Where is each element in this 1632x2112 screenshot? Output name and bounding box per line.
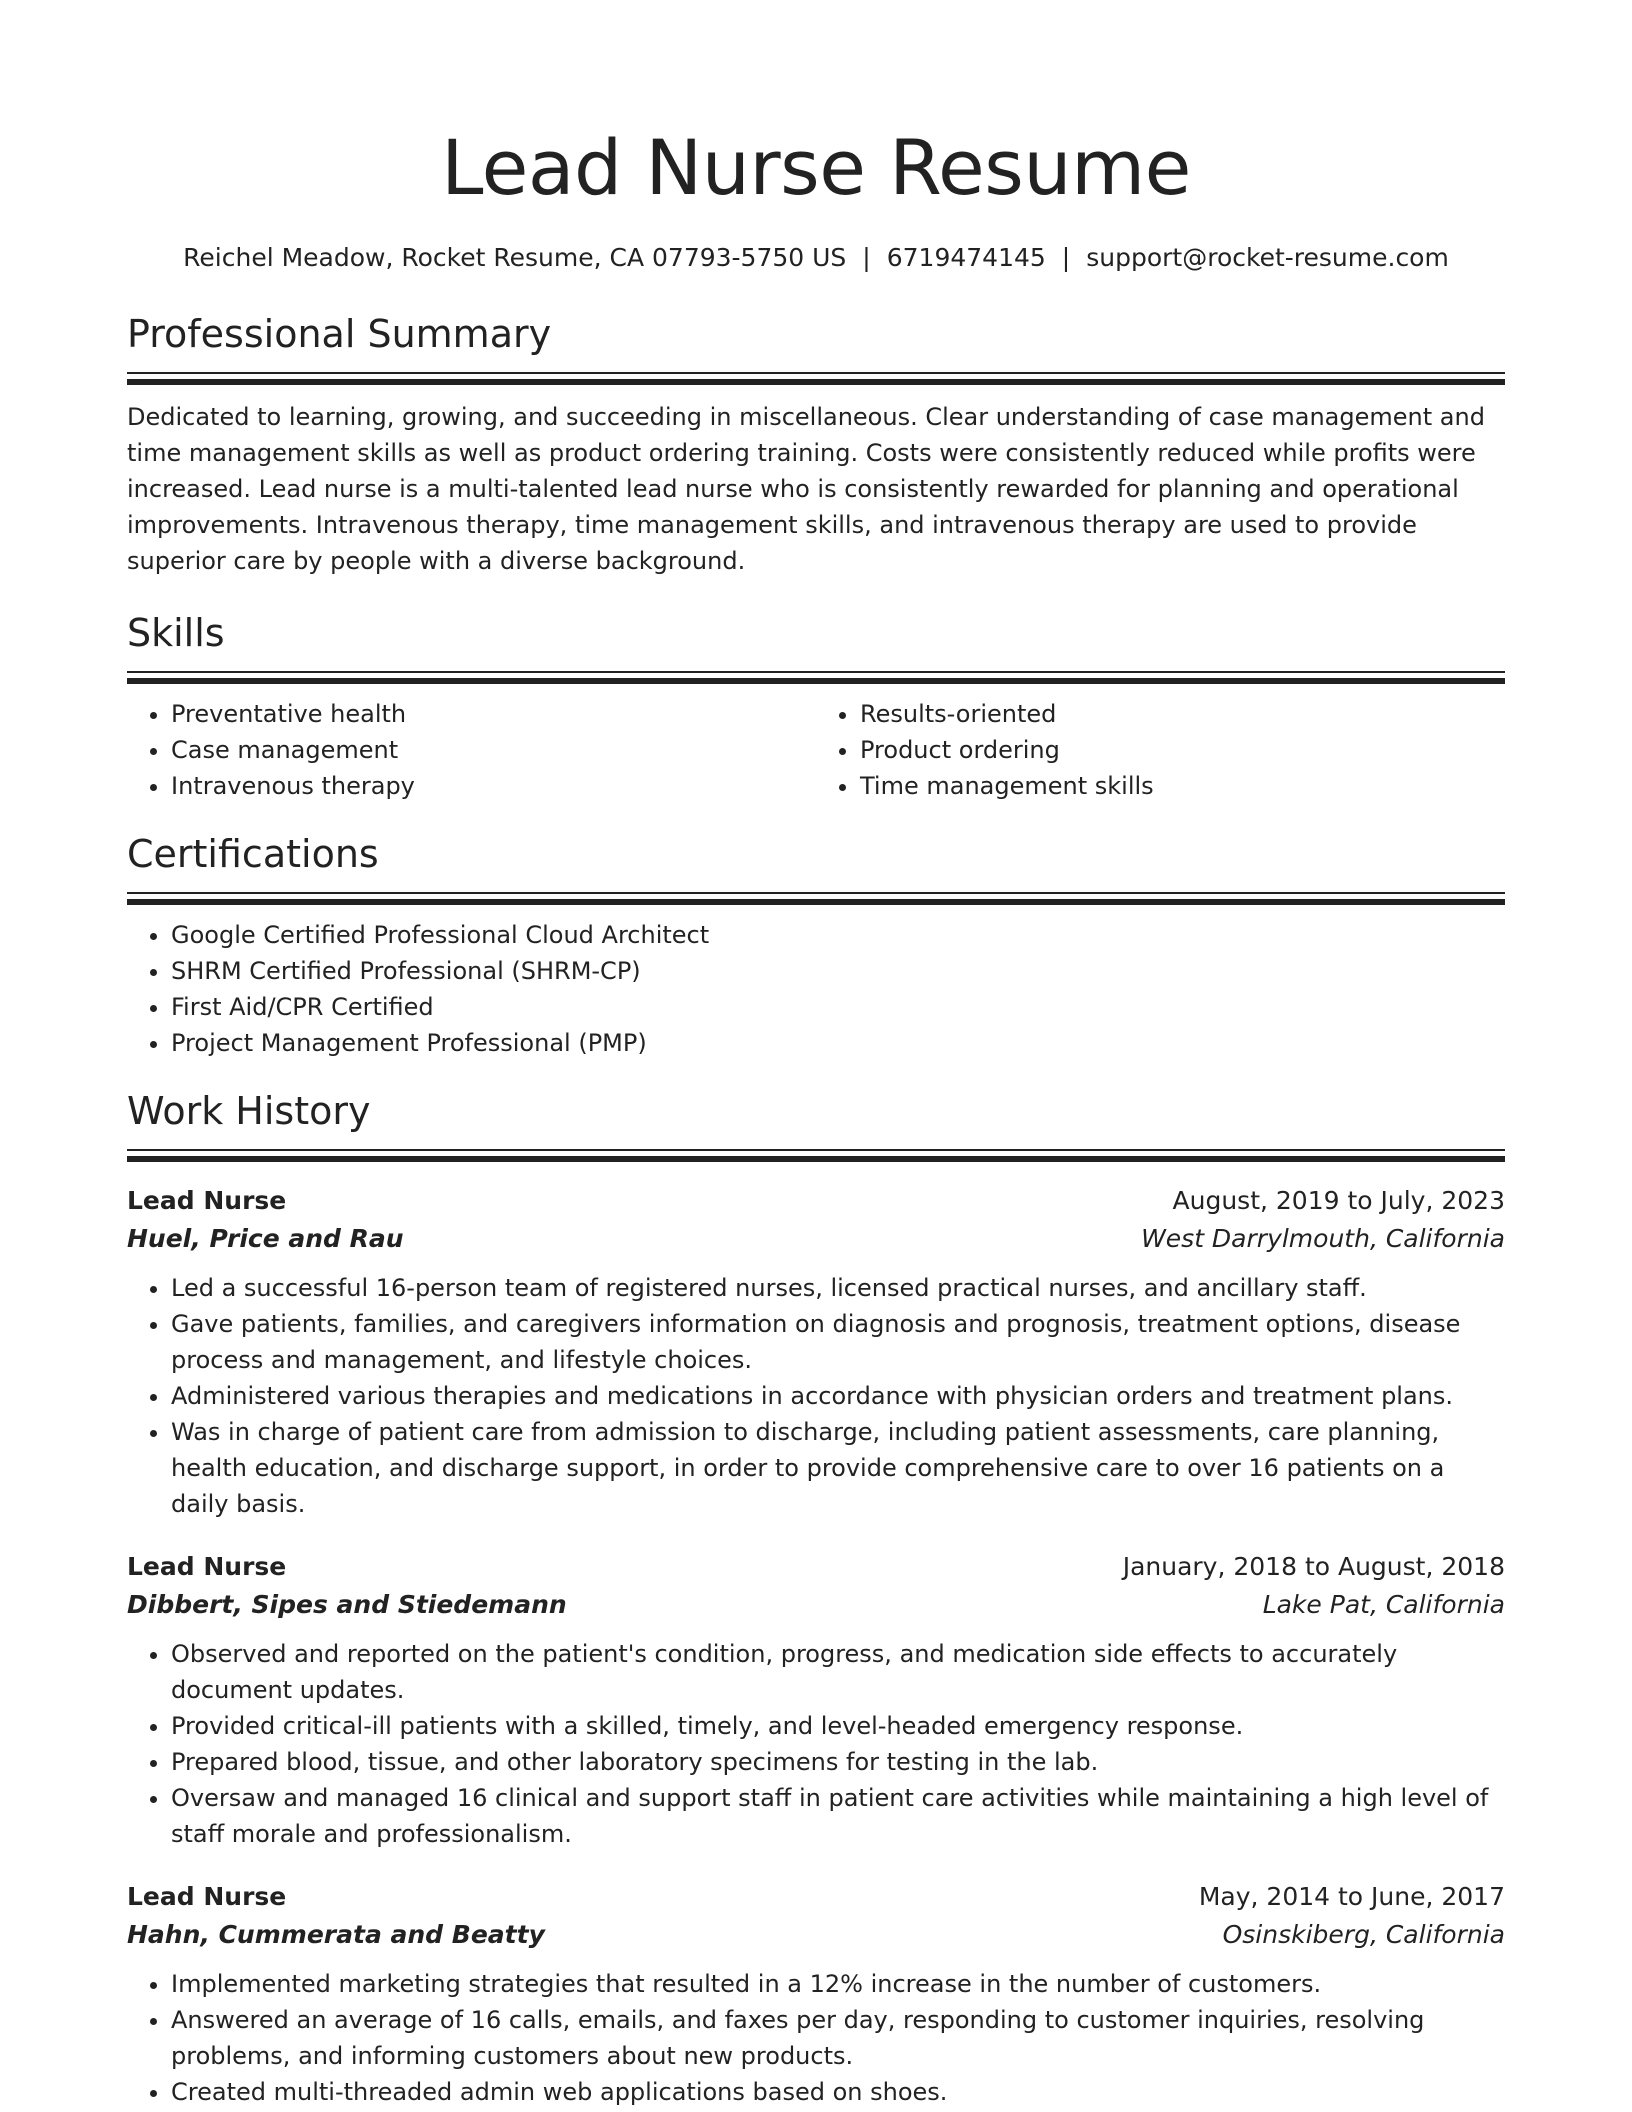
job-bullet: • Gave patients, families, and caregivers information on diagnosis and prognosis, treatment options, disease process and management, and lifestyle choices. (171, 1306, 1505, 1378)
skills-list-left (127, 696, 816, 804)
contact-address: Reichel Meadow, Rocket Resume, CA 07793-5750 US (183, 243, 847, 272)
summary-text: Dedicated to learning, growing, and succeeding in miscellaneous. Clear understanding of case management and time management skills as well as product ordering training. Costs were consistently reduced while profits were increased. Lead nurse is a multi-talented lead nurse who is consistently rewarded for planning and operational improvements. Intravenous therapy, time management skills, and intravenous therapy are used to provide superior care by people with a diverse background. (127, 403, 1485, 575)
job-bullet: • Administered various therapies and medications in accordance with physician orders and treatment plans. (171, 1378, 1505, 1414)
job-company-row (127, 1220, 1505, 1258)
job-bullet: • Implemented marketing strategies that resulted in a 12% increase in the number of customers. (171, 1966, 1505, 2002)
contact-separator: | (862, 243, 871, 272)
job-company: Huel, Price and Rau (127, 1224, 404, 1253)
job-company: Dibbert, Sipes and Stiedemann (127, 1590, 567, 1619)
contact-email: support@rocket-resume.com (1086, 243, 1449, 272)
job-header-row (127, 1548, 1505, 1586)
certification-item: • Google Certified Professional Cloud Architect (171, 917, 1505, 953)
job-entry (127, 1878, 1505, 2110)
job-title: Lead Nurse (127, 1552, 287, 1581)
job-header-row (127, 1878, 1505, 1916)
job-bullet: • Provided critical-ill patients with a skilled, timely, and level-headed emergency response. (171, 1708, 1505, 1744)
section-divider (127, 372, 1505, 385)
skills-section (127, 609, 1505, 804)
job-bullet: • Oversaw and managed 16 clinical and support staff in patient care activities while maintaining a high level of staff morale and professionalism. (171, 1780, 1505, 1852)
skills-list-right (816, 696, 1505, 804)
job-dates: August, 2019 to July, 2023 (1172, 1186, 1505, 1215)
contact-phone: 6719474145 (886, 243, 1046, 272)
resume-title: Lead Nurse Resume (441, 123, 1191, 212)
job-company-row (127, 1916, 1505, 1954)
contact-line (127, 240, 1505, 276)
job-title: Lead Nurse (127, 1186, 287, 1215)
work-history-section (127, 1087, 1505, 2110)
work-history-heading: Work History (127, 1089, 371, 1133)
job-bullet: • Observed and reported on the patient's condition, progress, and medication side effects to accurately document updates. (171, 1636, 1505, 1708)
job-bullet: • Created multi-threaded admin web applications based on shoes. (171, 2074, 1505, 2110)
skill-item: • Results-oriented (860, 696, 1505, 732)
job-bullets (127, 1270, 1505, 1522)
skill-item: • Case management (171, 732, 816, 768)
certification-item: • SHRM Certified Professional (SHRM-CP) (171, 953, 1505, 989)
job-dates: May, 2014 to June, 2017 (1198, 1882, 1505, 1911)
skills-grid (127, 696, 1505, 804)
section-divider (127, 1149, 1505, 1162)
skill-item: • Preventative health (171, 696, 816, 732)
job-bullets (127, 1636, 1505, 1852)
job-bullet: • Led a successful 16-person team of registered nurses, licensed practical nurses, and ancillary staff. (171, 1270, 1505, 1306)
job-location: Lake Pat, California (1262, 1590, 1505, 1619)
certifications-heading: Certifications (127, 832, 379, 876)
section-divider (127, 671, 1505, 684)
skills-heading: Skills (127, 611, 225, 655)
job-bullet: • Was in charge of patient care from admission to discharge, including patient assessments, care planning, health education, and discharge support, in order to provide comprehensive care to over 16 patients on a daily basis. (171, 1414, 1505, 1522)
job-title: Lead Nurse (127, 1882, 287, 1911)
certifications-list (127, 917, 1505, 1061)
contact-separator: | (1061, 243, 1071, 272)
job-header-row (127, 1182, 1505, 1220)
certification-item: • Project Management Professional (PMP) (171, 1025, 1505, 1061)
job-location: Osinskiberg, California (1222, 1920, 1505, 1949)
certifications-section (127, 830, 1505, 1061)
job-dates: January, 2018 to August, 2018 (1122, 1552, 1505, 1581)
section-divider (127, 892, 1505, 905)
certification-item: • First Aid/CPR Certified (171, 989, 1505, 1025)
job-bullet: • Prepared blood, tissue, and other laboratory specimens for testing in the lab. (171, 1744, 1505, 1780)
job-bullet: • Answered an average of 16 calls, emails, and faxes per day, responding to customer inquiries, resolving problems, and informing customers about new products. (171, 2002, 1505, 2074)
job-company: Hahn, Cummerata and Beatty (127, 1920, 545, 1949)
job-entry (127, 1182, 1505, 1522)
summary-section (127, 310, 1505, 579)
skill-item: • Intravenous therapy (171, 768, 816, 804)
job-location: West Darrylmouth, California (1141, 1224, 1505, 1253)
job-entry (127, 1548, 1505, 1852)
job-bullets (127, 1966, 1505, 2110)
skill-item: • Product ordering (860, 732, 1505, 768)
summary-heading: Professional Summary (127, 312, 552, 356)
skill-item: • Time management skills (860, 768, 1505, 804)
job-company-row (127, 1586, 1505, 1624)
